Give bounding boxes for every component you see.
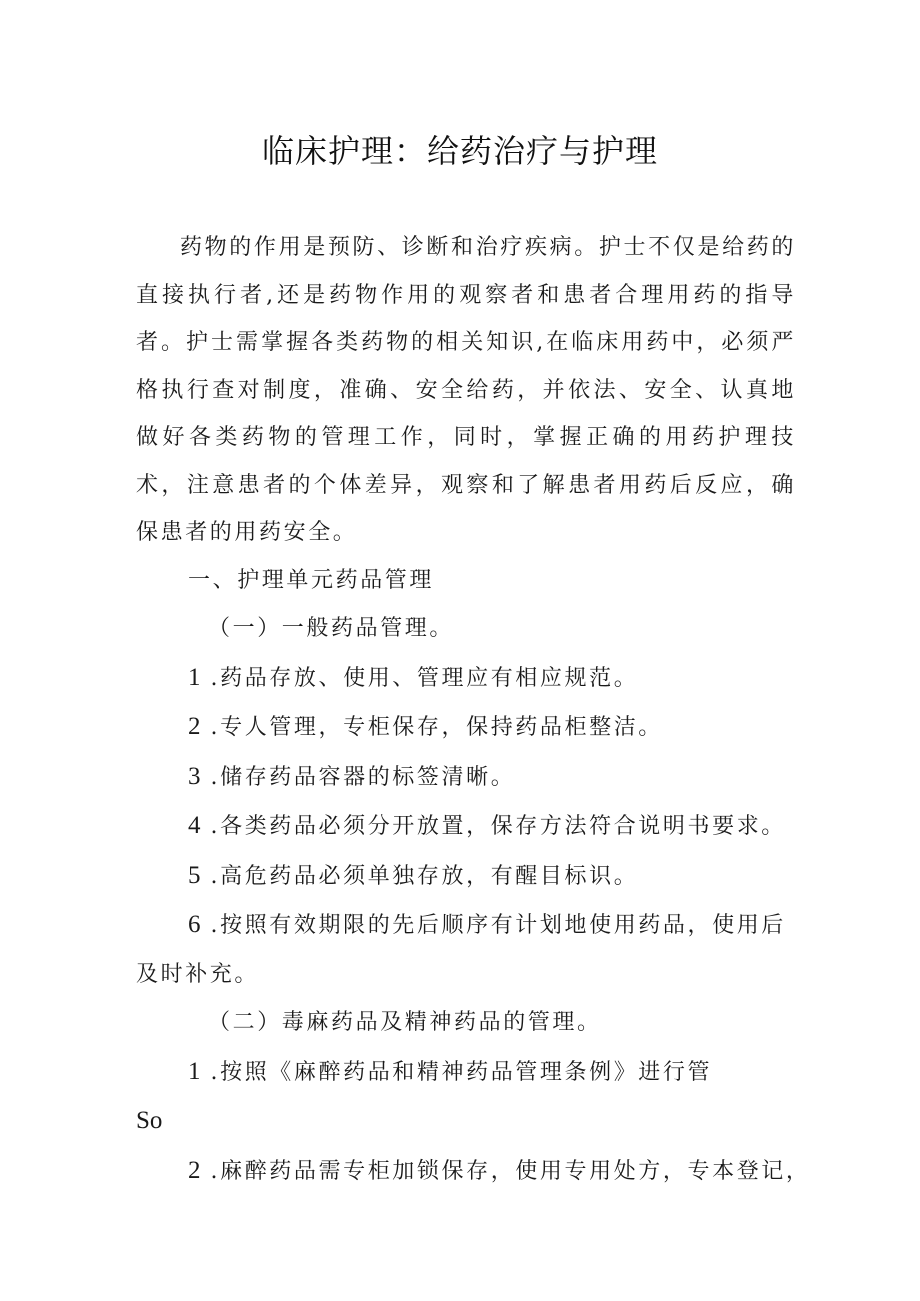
document-body bbox=[136, 224, 811, 1196]
document-title: 临床护理：给药治疗与护理 bbox=[261, 132, 658, 170]
list-item-number: 1 bbox=[188, 1057, 201, 1085]
list-item bbox=[136, 802, 796, 852]
subsection-heading: （二）毒麻药品及精神药品的管理。 bbox=[208, 1010, 602, 1035]
list-item-text: .按照有效期限的先后顺序有计划地使用药品，使用后及时补充。 bbox=[136, 913, 786, 987]
list-item-text: .储存药品容器的标签清晰。 bbox=[210, 764, 516, 790]
list-item bbox=[136, 1048, 796, 1098]
section-heading: 一、护理单元药品管理 bbox=[188, 567, 435, 593]
list-item bbox=[136, 852, 796, 902]
list-item-number: 6 bbox=[188, 911, 201, 938]
list-item-tail: So bbox=[136, 1107, 163, 1134]
subsection-heading: （一）一般药品管理。 bbox=[208, 616, 455, 641]
list-item bbox=[136, 753, 796, 803]
list-item-number: 2 bbox=[188, 1156, 201, 1184]
list-item-text: .药品存放、使用、管理应有相应规范。 bbox=[210, 665, 639, 691]
list-item-number: 5 bbox=[188, 861, 201, 889]
list-item-text: .专人管理，专柜保存，保持药品柜整洁。 bbox=[210, 715, 663, 740]
list-item-number: 2 bbox=[188, 713, 201, 740]
list-item bbox=[136, 1147, 811, 1197]
list-item bbox=[136, 901, 796, 999]
list-item-text: .各类药品必须分开放置，保存方法符合说明书要求。 bbox=[210, 814, 786, 839]
list-item-number: 1 bbox=[188, 663, 201, 691]
list-item-text: .按照《麻醉药品和精神药品管理条例》进行管 bbox=[210, 1059, 713, 1085]
list-item bbox=[136, 654, 796, 704]
list-item-continuation bbox=[136, 1097, 796, 1147]
list-item-text: .高危药品必须单独存放，有醒目标识。 bbox=[210, 863, 639, 889]
list-item-text: .麻醉药品需专柜加锁保存，使用专用处方，专本登记， bbox=[210, 1158, 811, 1184]
list-item-number: 4 bbox=[188, 812, 201, 839]
intro-paragraph: 药物的作用是预防、诊断和治疗疾病。护士不仅是给药的直接执行者,还是药物作用的观察者和患者合理用药的指导者。护士需掌握各类药物的相关知识,在临床用药中，必须严格执行查对制度，准确、安全给药，并依法、安全、认真地做好各类药物的管理工作，同时，掌握正确的用药护理技术，注意患者的个体差异，观察和了解患者用药后反应，确保患者的用药安全。 bbox=[136, 235, 796, 545]
list-item-number: 3 bbox=[188, 762, 201, 790]
list-item bbox=[136, 703, 796, 753]
